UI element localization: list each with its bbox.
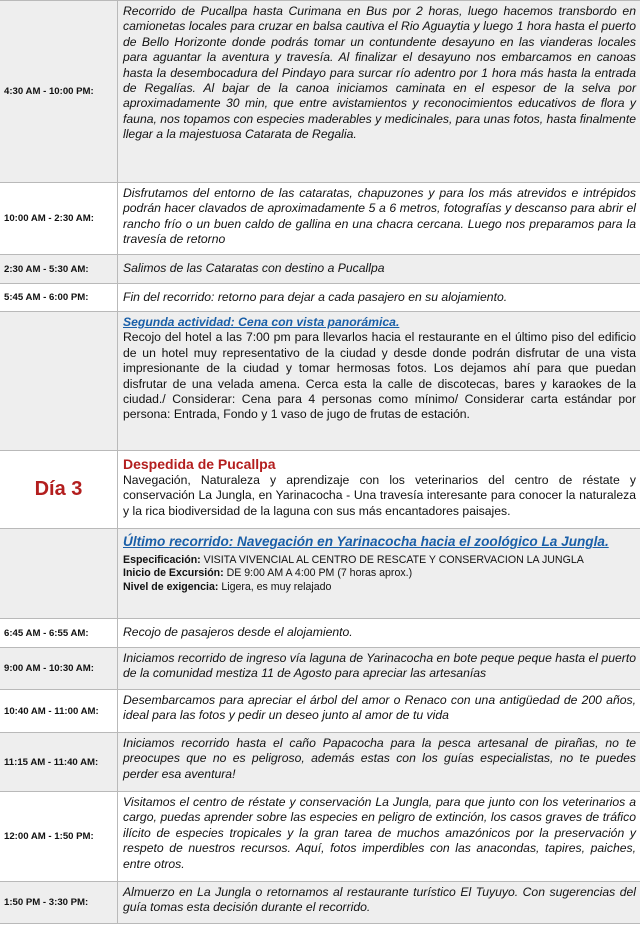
activity-cell bbox=[118, 312, 640, 450]
description-cell: Salimos de las Cataratas con destino a Pucallpa bbox=[123, 261, 385, 275]
table-row bbox=[0, 618, 640, 647]
day-description: Navegación, Naturaleza y aprendizaje con los veterinarios del centro de réstate y conservación La Jungla, en Yarinacocha - Una travesía interesante para conocer la naturaleza y la rica biodiversidad de la laguna con sus más encantadores paisajes. bbox=[123, 473, 636, 518]
time-cell: 5:45 AM - 6:00 PM: bbox=[0, 284, 118, 311]
time-cell: 12:00 AM - 1:50 PM: bbox=[0, 792, 118, 881]
description-cell: Recorrido de Pucallpa hasta Curimana en Bus por 2 horas, luego hacemos transbordo en camionetas locales para cruzar en balsa cautiva el Rio Aguaytia y luego 1 hora hasta el puerto de Bello Horizonte donde podrás tomar un contundente desayuno en las vianderas locales para aguantar la aventura y travesía. Al finalizar el desayuno nos embarcamos en canoas hasta la desembocadura del Pindayo para surcar río adentro por 1 hora más hasta la entrada de Regalías. Al bajar de la canoa iniciamos caminata en el espesor de la selva por aproximadamente 30 min, que entre avistamientos y reconocimientos educativos de flora y fauna, nos topamos con especies maderables y medicinales, para unas fotos, hasta finalmente llegar a la majestuosa Catarata de Regalia. bbox=[123, 4, 636, 142]
time-cell: 9:00 AM - 10:30 AM: bbox=[0, 648, 118, 689]
description-cell: Iniciamos recorrido hasta el caño Papacocha para la pesca artesanal de pirañas, no te preocupes que no es peligroso, además estas con los guías especialistas, no te puedes perder esa aventura! bbox=[123, 736, 636, 781]
time-cell: 6:45 AM - 6:55 AM: bbox=[0, 619, 118, 647]
spec-line: Especificación: VISITA VIVENCIAL AL CENTRO DE RESCATE Y CONSERVACION LA JUNGLA bbox=[123, 554, 584, 566]
day-label: Día 3 bbox=[0, 451, 118, 528]
description-cell: Desembarcamos para apreciar el árbol del amor o Renaco con una antigüedad de 200 años, ideal para las fotos y pedir un deseo junto al amor de tu vida bbox=[123, 693, 636, 723]
table-row bbox=[0, 732, 640, 791]
time-cell: 10:40 AM - 11:00 AM: bbox=[0, 690, 118, 732]
start-line: Inicio de Excursión: DE 9:00 AM A 4:00 PM (7 horas aprox.) bbox=[123, 567, 413, 580]
description-cell: Fin del recorrido: retorno para dejar a cada pasajero en su alojamiento. bbox=[123, 290, 508, 304]
description-cell: Recojo de pasajeros desde el alojamiento. bbox=[123, 625, 353, 639]
day-row bbox=[0, 450, 640, 528]
table-row bbox=[0, 254, 640, 283]
day-title: Despedida de Pucallpa bbox=[123, 456, 276, 472]
activity-description: Recojo del hotel a las 7:00 pm para llevarlos hacia el restaurante en el último piso del edificio de un hotel muy representativo de la ciudad y desde donde podrán disfrutar de una vista impresionante de la ciudad y tomar hermosas fotos. Los dejamos ahí para que puedan disfrutar de una velada amena. Cerca esta la calle de discotecas, bares y karaokes de la ciudad./ Considerar: Cena para 4 personas como mínimo/ Considerar carta estándar por persona: Entrada, Fondo y 1 vaso de jugo de frutas de estación. bbox=[123, 330, 636, 422]
level-line: Nivel de exigencia: Ligera, es muy relajado bbox=[123, 580, 332, 593]
table-row bbox=[0, 0, 640, 182]
tour-link[interactable]: Último recorrido: Navegación en Yarinacocha hacia el zoológico La Jungla. bbox=[123, 534, 609, 549]
tour-row bbox=[0, 528, 640, 618]
time-cell: 10:00 AM - 2:30 AM: bbox=[0, 183, 118, 254]
table-row bbox=[0, 283, 640, 311]
day-cell bbox=[118, 451, 640, 528]
description-cell: Visitamos el centro de réstate y conservación La Jungla, para que junto con los veterinarios a cargo, puedas aprender sobre las especies en peligro de extinción, los casos graves de tráfico ilícito de especies tropicales y la gran tarea de muchos amazónicos por la preservación y respeto de nuestros recursos. Aquí, fotos imperdibles con las anacondas, tapires, paiches, entre otros. bbox=[123, 795, 636, 871]
activity-row bbox=[0, 311, 640, 450]
description-cell: Almuerzo en La Jungla o retornamos al restaurante turístico El Tuyuyo. Con sugerencias del guía tomas esta decisión durante el recorrido. bbox=[123, 885, 636, 915]
time-cell: 1:50 PM - 3:30 PM: bbox=[0, 882, 118, 923]
description-cell: Iniciamos recorrido de ingreso vía laguna de Yarinacocha en bote peque peque hasta el puerto de la comunidad mestiza 11 de Agosto para apreciar las artesanías bbox=[123, 651, 636, 681]
time-cell: 4:30 AM - 10:00 PM: bbox=[0, 1, 118, 182]
table-row bbox=[0, 791, 640, 881]
table-row bbox=[0, 689, 640, 732]
table-row bbox=[0, 881, 640, 924]
activity-link[interactable]: Segunda actividad: Cena con vista panorámica. bbox=[123, 315, 400, 329]
table-row bbox=[0, 182, 640, 254]
description-cell: Disfrutamos del entorno de las cataratas, chapuzones y para los más atrevidos e intrépidos podrán hacer clavados de aproximadamente 5 a 6 metros, fotografías y descanso para abrir el rancho frío o un buen caldo de gallina en una chacra cercana. Luego nos preparamos para la travesía de retorno bbox=[123, 186, 636, 247]
tour-cell bbox=[118, 529, 640, 618]
time-cell: 2:30 AM - 5:30 AM: bbox=[0, 255, 118, 283]
time-cell: 11:15 AM - 11:40 AM: bbox=[0, 733, 118, 791]
table-row bbox=[0, 647, 640, 689]
